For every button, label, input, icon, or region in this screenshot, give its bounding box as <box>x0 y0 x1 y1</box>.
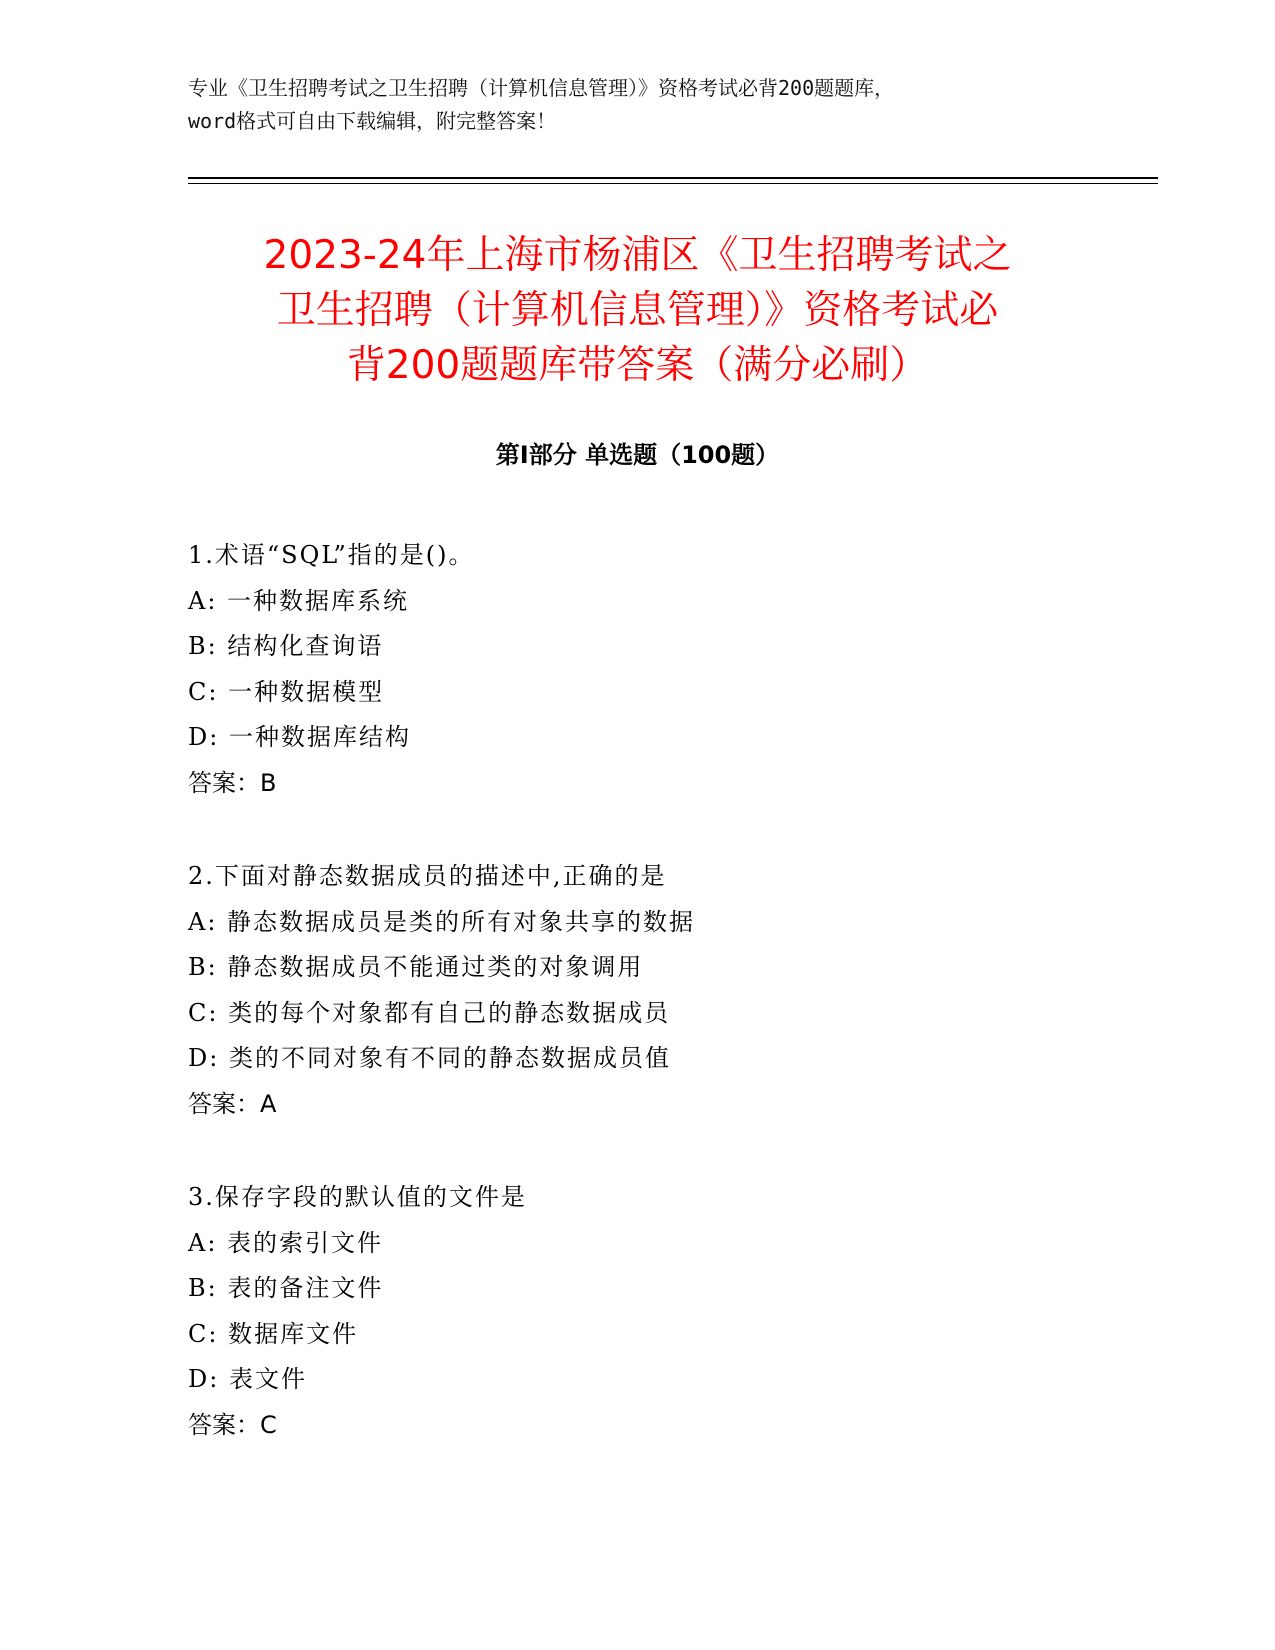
answer-line: 答案：B <box>188 768 277 797</box>
header-note-line-1: 专业《卫生招聘考试之卫生招聘（计算机信息管理）》资格考试必背200题题库， <box>188 76 895 100</box>
option-b: B: 静态数据成员不能通过类的对象调用 <box>188 953 644 981</box>
option-d: D: 表文件 <box>188 1365 307 1393</box>
question-stem: 1.术语“SQL”指的是()。 <box>188 541 475 569</box>
document-title-line-3: 背200题题库带答案（满分必刷） <box>346 343 929 388</box>
option-a: A: 一种数据库系统 <box>188 586 410 615</box>
header-note-line-2: word格式可自由下载编辑，附完整答案！ <box>188 109 557 133</box>
document-title <box>150 228 1125 393</box>
option-b: B: 结构化查询语 <box>188 632 384 660</box>
option-a: A: 表的索引文件 <box>188 1228 384 1257</box>
option-b: B: 表的备注文件 <box>188 1274 384 1302</box>
question-stem: 3.保存字段的默认值的文件是 <box>188 1183 527 1211</box>
header-divider-thin <box>188 183 1158 184</box>
answer-line: 答案：A <box>188 1089 277 1118</box>
document-title-line-2: 卫生招聘（计算机信息管理）》资格考试必 <box>276 288 999 333</box>
option-d: D: 类的不同对象有不同的静态数据成员值 <box>188 1044 671 1072</box>
question-list <box>188 533 1088 1496</box>
section-title: 第Ⅰ部分 单选题（100题） <box>495 441 780 469</box>
question-stem: 2.下面对静态数据成员的描述中,正确的是 <box>188 862 667 890</box>
question-item <box>188 533 1088 806</box>
question-item <box>188 1175 1088 1448</box>
document-title-line-1: 2023-24年上海市杨浦区《卫生招聘考试之 <box>263 233 1012 278</box>
option-a: A: 静态数据成员是类的所有对象共享的数据 <box>188 907 696 936</box>
option-d: D: 一种数据库结构 <box>188 723 411 751</box>
option-c: C: 类的每个对象都有自己的静态数据成员 <box>188 998 671 1027</box>
header-note <box>188 72 1088 138</box>
option-c: C: 一种数据模型 <box>188 677 385 706</box>
option-c: C: 数据库文件 <box>188 1319 359 1348</box>
answer-line: 答案：C <box>188 1410 277 1439</box>
header-divider-thick <box>188 177 1158 179</box>
question-item <box>188 854 1088 1127</box>
